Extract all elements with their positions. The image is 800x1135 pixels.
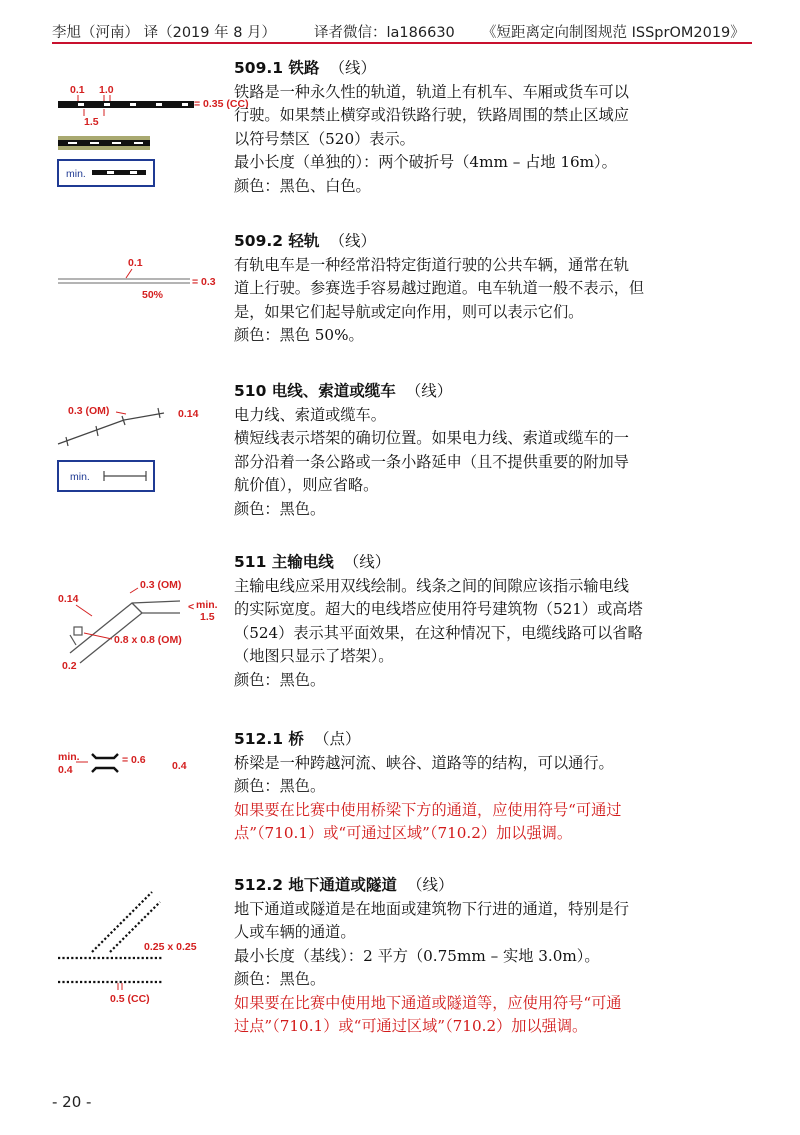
entry-type: （线） bbox=[329, 59, 376, 77]
entry-line: 以符号禁区（520）表示。 bbox=[234, 129, 415, 148]
entry-512-2 bbox=[234, 874, 754, 1039]
figure-major-power-line bbox=[52, 575, 222, 675]
entry-line: 颜色：黑色、白色。 bbox=[234, 176, 371, 195]
dim-bridge-len: 0.4 bbox=[58, 764, 73, 776]
figure-light-rail bbox=[52, 255, 222, 305]
entry-type: （线） bbox=[406, 876, 454, 894]
entry-title: 512.1 桥 bbox=[234, 730, 304, 748]
entry-type: （线） bbox=[329, 232, 376, 250]
light-rail-symbol-diagram bbox=[52, 255, 222, 305]
railway-symbol-diagram bbox=[52, 80, 249, 190]
dim-major-tower-size: 0.8 x 0.8 (OM) bbox=[114, 634, 182, 646]
entry-line: 人或车辆的通道。 bbox=[234, 923, 356, 941]
dim-railway-b: 1.0 bbox=[99, 84, 114, 96]
min-label-railway: min. bbox=[66, 168, 86, 180]
dim-bridge-min: min. bbox=[58, 751, 80, 763]
entry-512-1 bbox=[234, 728, 754, 846]
dim-underpass-spacing: 0.5 (CC) bbox=[110, 993, 150, 1005]
entry-line: 航价值），则应省略。 bbox=[234, 476, 379, 494]
dim-underpass-dot: 0.25 x 0.25 bbox=[144, 941, 197, 953]
dim-major-line-stroke: 0.14 bbox=[58, 593, 79, 605]
entry-line: 电力线、索道或缆车。 bbox=[234, 405, 386, 424]
dim-light-rail-width: = 0.3 bbox=[192, 276, 216, 288]
dim-power-line-b: 0.14 bbox=[178, 408, 199, 420]
entry-509-2 bbox=[234, 230, 754, 348]
entry-line: 有轨电车是一种经常沿特定街道行驶的公共车辆，通常在轨 bbox=[234, 255, 629, 274]
entry-line: 地下通道或隧道是在地面或建筑物下行进的通道，特别是行 bbox=[234, 899, 629, 918]
entry-line: 颜色：黑色 50%。 bbox=[234, 326, 364, 344]
header-book-title: 《短距离定向制图规范 ISSprOM2019》 bbox=[482, 25, 745, 41]
entry-line: 部分沿着一条公路或一条小路延申（且不提供重要的附加导 bbox=[234, 452, 629, 471]
dim-power-line-a: 0.3 (OM) bbox=[68, 405, 110, 417]
dim-light-rail-percent: 50% bbox=[142, 289, 164, 301]
entry-line: 的实际宽度。超大的电线塔应使用符号建筑物（521）或高塔 bbox=[234, 600, 643, 618]
min-label-power-line: min. bbox=[70, 471, 90, 483]
entry-511 bbox=[234, 551, 754, 692]
entry-line: 颜色：黑色。 bbox=[234, 499, 326, 518]
dim-railway-width: = 0.35 (CC) bbox=[194, 98, 249, 110]
entry-line: （地图只显示了塔架）。 bbox=[234, 647, 394, 665]
entry-title: 512.2 地下通道或隧道 bbox=[234, 876, 397, 894]
figure-underpass bbox=[52, 890, 222, 1005]
entry-note-red: 过点”（710.1）或“可通过区域”（710.2）加以强调。 bbox=[234, 1017, 588, 1035]
header-wechat: 译者微信：la186630 bbox=[314, 25, 455, 41]
underpass-symbol-diagram bbox=[52, 890, 222, 1005]
entry-line: 主输电线应采用双线绘制。线条之间的间隙应该指示输电线 bbox=[234, 576, 629, 595]
figure-bridge bbox=[52, 748, 222, 784]
entry-note-red: 如果要在比赛中使用桥梁下方的通道，应使用符号“可通过 bbox=[234, 800, 622, 819]
entry-title: 509.2 轻轨 bbox=[234, 232, 320, 250]
dim-major-tower: 0.3 (OM) bbox=[140, 579, 182, 591]
bridge-symbol-diagram bbox=[52, 748, 222, 784]
entry-509-1 bbox=[234, 57, 754, 198]
page-header bbox=[52, 0, 752, 46]
entry-line: 铁路是一种永久性的轨道，轨道上有机车、车厢或货车可以 bbox=[234, 82, 629, 101]
entry-line: 最小长度（基线）：2 平方（0.75mm – 实地 3.0m）。 bbox=[234, 946, 600, 965]
dim-major-min: min. bbox=[196, 599, 218, 611]
entry-line: 横短线表示塔架的确切位置。如果电力线、索道或缆车的一 bbox=[234, 429, 629, 447]
dim-bridge-gap: 0.4 bbox=[172, 760, 187, 772]
figure-railway bbox=[52, 80, 249, 190]
entry-line: 颜色：黑色。 bbox=[234, 670, 326, 689]
power-line-symbol-diagram bbox=[52, 400, 222, 495]
dim-bridge-width: = 0.6 bbox=[122, 754, 146, 766]
entry-line: 道上行驶。参赛选手容易越过跑道。电车轨道一般不表示，但 bbox=[234, 279, 645, 297]
entry-title: 510 电线、索道或缆车 bbox=[234, 382, 396, 400]
entry-type: （线） bbox=[343, 553, 391, 571]
entry-title: 509.1 铁路 bbox=[234, 59, 320, 77]
major-power-line-symbol-diagram bbox=[52, 575, 222, 675]
entry-line: 颜色：黑色。 bbox=[234, 777, 326, 795]
entry-line: 颜色：黑色。 bbox=[234, 970, 326, 988]
entry-line: 桥梁是一种跨越河流、峡谷、道路等的结构，可以通行。 bbox=[234, 753, 614, 772]
entry-title: 511 主输电线 bbox=[234, 553, 334, 571]
entry-type: （线） bbox=[405, 382, 453, 400]
dim-light-rail-a: 0.1 bbox=[128, 257, 143, 269]
dim-railway-c: 1.5 bbox=[84, 116, 99, 128]
dim-railway-a: 0.1 bbox=[70, 84, 85, 96]
figure-power-line bbox=[52, 400, 222, 495]
entry-line: 最小长度（单独的）：两个破折号（4mm – 占地 16m）。 bbox=[234, 153, 617, 171]
page-number: - 20 - bbox=[52, 1093, 92, 1111]
header-translator: 李旭（河南） 译（2019 年 8 月） bbox=[52, 25, 277, 41]
dim-major-gap: 1.5 bbox=[200, 611, 215, 623]
entry-line: （524）表示其平面效果，在这种情况下，电缆线路可以省略 bbox=[234, 623, 643, 642]
entry-line: 行驶。如果禁止横穿或沿铁路行驶，铁路周围的禁止区域应 bbox=[234, 106, 629, 124]
entry-510 bbox=[234, 380, 754, 521]
arrow-major-line: < bbox=[188, 601, 195, 613]
header-divider bbox=[52, 42, 752, 44]
entry-type: （点） bbox=[313, 730, 361, 748]
entry-line: 是，如果它们起导航或定向作用，则可以表示它们。 bbox=[234, 302, 584, 321]
entry-note-red: 如果要在比赛中使用地下通道或隧道等，应使用符号“可通 bbox=[234, 993, 622, 1012]
entry-note-red: 点”（710.1）或“可通过区域”（710.2）加以强调。 bbox=[234, 824, 573, 842]
dim-major-tick: 0.2 bbox=[62, 660, 77, 672]
